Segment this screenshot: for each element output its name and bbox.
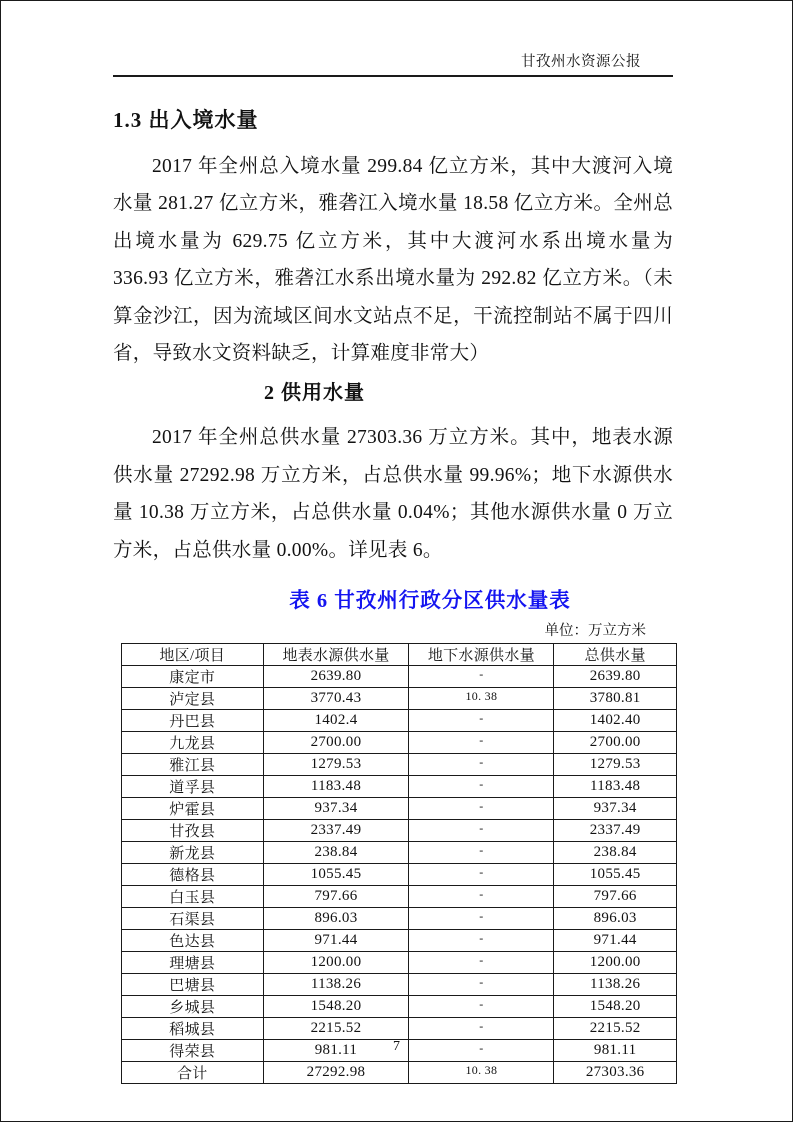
- value-cell: 238.84: [554, 842, 677, 864]
- value-cell: 971.44: [554, 930, 677, 952]
- value-cell: 981.11: [554, 1040, 677, 1062]
- column-header-ground-supply: 地下水源供水量: [409, 644, 554, 666]
- region-cell: 巴塘县: [122, 974, 264, 996]
- paragraph-inout-water: 2017 年全州总入境水量 299.84 亿立方米，其中大渡河入境水量 281.27 亿立方米，雅砻江入境水量 18.58 亿立方米。全州总出境水量为 629.75 亿立方米，其中大渡河水系出境水量为 336.93 亿立方米，雅砻江水系出境水量为 292.82 亿立方米。（未算金沙江，因为流域区间水文站点不足，干流控制站不属于四川省，导致水文资料缺乏，计算难度非常大）: [113, 156, 673, 365]
- value-cell: 1183.48: [554, 776, 677, 798]
- section-heading-1-3: 1.3 出入境水量: [113, 108, 259, 132]
- region-cell: 雅江县: [122, 754, 264, 776]
- table-row: [122, 732, 677, 754]
- value-cell: 937.34: [263, 798, 409, 820]
- value-cell: -: [409, 996, 554, 1018]
- value-cell: 1183.48: [263, 776, 409, 798]
- value-cell: 981.11: [263, 1040, 409, 1062]
- section-heading-2: 2 供用水量: [264, 382, 365, 405]
- table-row: [122, 886, 677, 908]
- region-cell: 道孚县: [122, 776, 264, 798]
- water-supply-table: [121, 643, 677, 1084]
- value-cell: 2639.80: [554, 666, 677, 688]
- value-cell: 1279.53: [554, 754, 677, 776]
- value-cell: 1548.20: [263, 996, 409, 1018]
- value-cell: 1138.26: [554, 974, 677, 996]
- value-cell: 797.66: [263, 886, 409, 908]
- table-header-row: [122, 644, 677, 666]
- table-row: [122, 710, 677, 732]
- value-cell: 2700.00: [263, 732, 409, 754]
- value-cell: 896.03: [263, 908, 409, 930]
- table-row: [122, 908, 677, 930]
- value-cell: -: [409, 952, 554, 974]
- value-cell: 1402.40: [554, 710, 677, 732]
- value-cell: -: [409, 710, 554, 732]
- value-cell: 238.84: [263, 842, 409, 864]
- region-cell: 乡城县: [122, 996, 264, 1018]
- value-cell: -: [409, 864, 554, 886]
- table-unit-label: 单位：万立方米: [544, 623, 646, 640]
- region-cell: 合计: [122, 1062, 264, 1084]
- value-cell: -: [409, 754, 554, 776]
- value-cell: 10. 38: [409, 688, 554, 710]
- page-number: 7: [393, 1039, 400, 1054]
- table-row: [122, 666, 677, 688]
- value-cell: 1279.53: [263, 754, 409, 776]
- region-cell: 稻城县: [122, 1018, 264, 1040]
- value-cell: -: [409, 1018, 554, 1040]
- table-row: [122, 688, 677, 710]
- value-cell: 971.44: [263, 930, 409, 952]
- table-row: [122, 842, 677, 864]
- table-row: [122, 952, 677, 974]
- value-cell: -: [409, 930, 554, 952]
- value-cell: -: [409, 820, 554, 842]
- region-cell: 新龙县: [122, 842, 264, 864]
- running-header-title: 甘孜州水资源公报: [521, 54, 641, 70]
- value-cell: -: [409, 886, 554, 908]
- region-cell: 白玉县: [122, 886, 264, 908]
- value-cell: 937.34: [554, 798, 677, 820]
- table-row: [122, 776, 677, 798]
- region-cell: 康定市: [122, 666, 264, 688]
- value-cell: -: [409, 1040, 554, 1062]
- value-cell: -: [409, 842, 554, 864]
- region-cell: 德格县: [122, 864, 264, 886]
- region-cell: 石渠县: [122, 908, 264, 930]
- value-cell: 2215.52: [263, 1018, 409, 1040]
- value-cell: 797.66: [554, 886, 677, 908]
- value-cell: -: [409, 974, 554, 996]
- table-row: [122, 974, 677, 996]
- value-cell: 2700.00: [554, 732, 677, 754]
- table-row: [122, 1062, 677, 1084]
- value-cell: 1548.20: [554, 996, 677, 1018]
- value-cell: 1138.26: [263, 974, 409, 996]
- table-row: [122, 996, 677, 1018]
- table-row: [122, 798, 677, 820]
- value-cell: 1402.4: [263, 710, 409, 732]
- region-cell: 丹巴县: [122, 710, 264, 732]
- column-header-total-supply: 总供水量: [554, 644, 677, 666]
- region-cell: 九龙县: [122, 732, 264, 754]
- table-row: [122, 820, 677, 842]
- value-cell: 3780.81: [554, 688, 677, 710]
- table-row: [122, 1018, 677, 1040]
- value-cell: 10. 38: [409, 1062, 554, 1084]
- table-row: [122, 864, 677, 886]
- region-cell: 色达县: [122, 930, 264, 952]
- region-cell: 甘孜县: [122, 820, 264, 842]
- paragraph-water-supply: 2017 年全州总供水量 27303.36 万立方米。其中，地表水源供水量 27292.98 万立方米，占总供水量 99.96%；地下水源供水量 10.38 万立方米，占总供水量 0.04%；其他水源供水量 0 万立方米，占总供水量 0.00%。详见表 6。: [113, 427, 673, 561]
- column-header-region: 地区/项目: [122, 644, 264, 666]
- running-header: [113, 50, 673, 77]
- table-row: [122, 930, 677, 952]
- page-content: [113, 1, 673, 1084]
- region-cell: 理塘县: [122, 952, 264, 974]
- column-header-surface-supply: 地表水源供水量: [263, 644, 409, 666]
- value-cell: -: [409, 666, 554, 688]
- value-cell: 1055.45: [554, 864, 677, 886]
- value-cell: 2215.52: [554, 1018, 677, 1040]
- value-cell: -: [409, 798, 554, 820]
- value-cell: 2639.80: [263, 666, 409, 688]
- value-cell: 1200.00: [263, 952, 409, 974]
- value-cell: 27292.98: [263, 1062, 409, 1084]
- value-cell: 1055.45: [263, 864, 409, 886]
- table-row: [122, 754, 677, 776]
- table-6-title: 表 6 甘孜州行政分区供水量表: [289, 590, 571, 613]
- region-cell: 泸定县: [122, 688, 264, 710]
- value-cell: 2337.49: [554, 820, 677, 842]
- region-cell: 得荣县: [122, 1040, 264, 1062]
- value-cell: -: [409, 776, 554, 798]
- value-cell: 3770.43: [263, 688, 409, 710]
- value-cell: 27303.36: [554, 1062, 677, 1084]
- value-cell: 896.03: [554, 908, 677, 930]
- value-cell: -: [409, 908, 554, 930]
- value-cell: 1200.00: [554, 952, 677, 974]
- region-cell: 炉霍县: [122, 798, 264, 820]
- value-cell: -: [409, 732, 554, 754]
- value-cell: 2337.49: [263, 820, 409, 842]
